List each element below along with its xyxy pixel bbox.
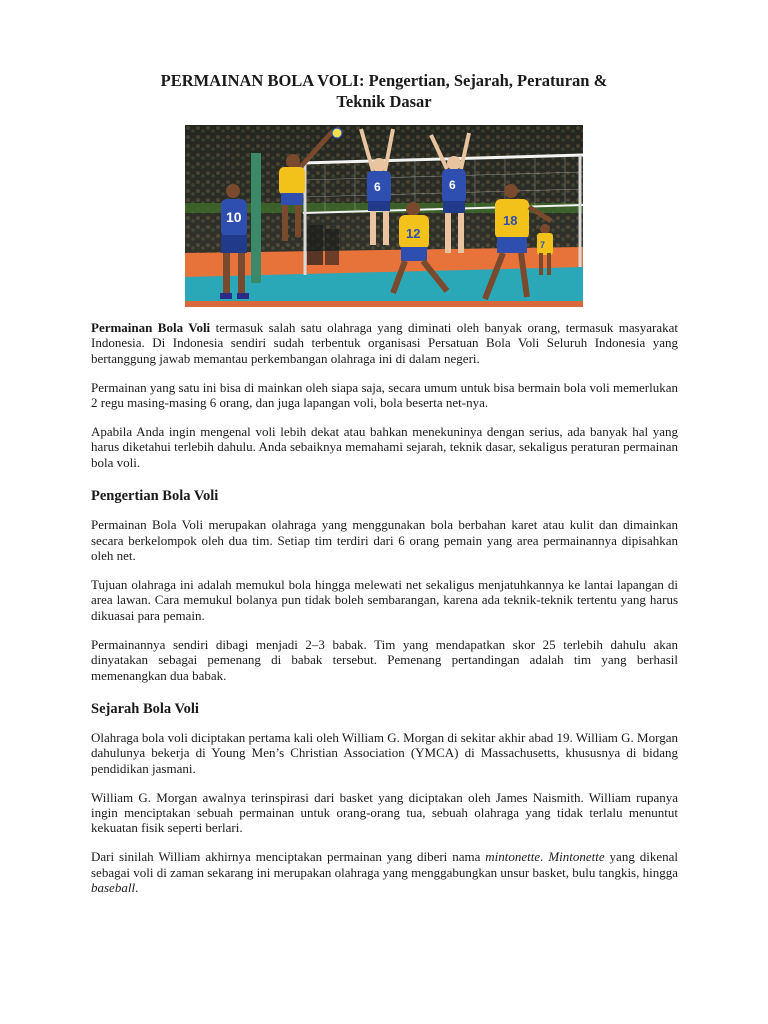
svg-text:6: 6	[449, 178, 456, 192]
volleyball-match-photo	[185, 125, 583, 307]
section-heading-pengertian: Pengertian Bola Voli	[91, 488, 219, 505]
section-heading-sejarah: Sejarah Bola Voli	[91, 700, 199, 717]
svg-text:10: 10	[226, 209, 242, 225]
intro-paragraph-3: Apabila Anda ingin mengenal voli lebih dekat atau bahkan menekuninya dengan serius, ada banyak hal yang harus diketahui terlebih dahulu. Anda sebaiknya memahami sejarah, teknik dasar, sekaligus peraturan permainan bola voli.	[91, 424, 678, 470]
term-baseball: baseball	[91, 880, 136, 896]
svg-text:7: 7	[540, 240, 546, 250]
intro-paragraph-1: Permainan Bola Voli termasuk salah satu olahraga yang diminati oleh banyak orang, termasuk masyarakat Indonesia. Di Indonesia sendiri sudah terbentuk organisasi Persatuan Bola Voli Seluruh Indonesia yang bertanggung jawab memantau perkembangan olahraga ini di dalam negeri.	[91, 320, 678, 366]
term-mintonette-2: Mintonette	[548, 849, 605, 865]
svg-text:12: 12	[406, 226, 421, 241]
sejarah-paragraph-1: Olahraga bola voli diciptakan pertama kali oleh William G. Morgan di sekitar akhir abad 19. William G. Morgan dahulunya bekerja di Young Men’s Christian Association (YMCA) di Massachusetts, khususnya di bidang pendidikan jasmani.	[91, 729, 678, 776]
pengertian-paragraph-1: Permainan Bola Voli merupakan olahraga yang menggunakan bola berbahan karet atau kulit dan dimainkan secara berkelompok oleh dua tim. Setiap tim terdiri dari 6 orang pemain yang area permainannya dipisahkan oleh net.	[91, 517, 678, 564]
sejarah-paragraph-2: William G. Morgan awalnya terinspirasi dari basket yang diciptakan oleh James Naismith. William rupanya ingin menciptakan sebuah permainan untuk orang-orang tua, sebuah olahraga yang tidak terlalu menuntut kekuatan fisik seperti berlari.	[91, 789, 678, 836]
title-line-1: PERMAINAN BOLA VOLI: Pengertian, Sejarah, Peraturan &	[160, 71, 608, 90]
page-title	[90, 70, 678, 112]
sejarah-paragraph-3: Dari sinilah William akhirnya menciptakan permainan yang diberi nama mintonette. Mintonette yang dikenal sebagai voli di zaman sekarang ini merupakan olahraga yang menggabungkan unsur basket, bulu tangkis, hingga baseball.	[91, 849, 678, 896]
article-body	[91, 320, 678, 909]
svg-text:18: 18	[503, 213, 518, 228]
intro-paragraph-2: Permainan yang satu ini bisa di mainkan oleh siapa saja, secara umum untuk bisa bermain bola voli memerlukan 2 regu masing-masing 6 orang, dan juga lapangan voli, bola beserta net-nya.	[91, 379, 678, 411]
title-line-2: Teknik Dasar	[336, 92, 432, 111]
pengertian-paragraph-2: Tujuan olahraga ini adalah memukul bola hingga melewati net sekaligus menjatuhkannya ke lantai lapangan di area lawan. Cara memukul bolanya pun tidak boleh sembarangan, karena ada teknik-teknik tertentu yang harus dikuasai para pemain.	[91, 576, 678, 623]
term-mintonette: mintonette	[485, 849, 541, 865]
svg-text:6: 6	[374, 180, 381, 194]
photo-ball	[332, 128, 342, 138]
intro-bold-term: Permainan Bola Voli	[91, 320, 211, 335]
pengertian-paragraph-3: Permainannya sendiri dibagi menjadi 2–3 babak. Tim yang mendapatkan skor 25 terlebih dahulu akan dinyatakan sebagai pemenang di babak tersebut. Pemenang pertandingan adalah tim yang berhasil memenangkan dua babak.	[91, 636, 678, 683]
